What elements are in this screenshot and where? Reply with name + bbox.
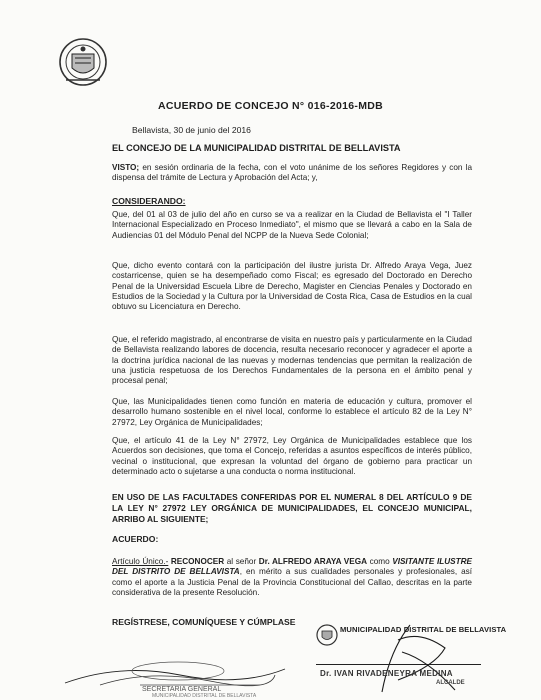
considerando-paragraph-5: Que, el artículo 41 de la Ley N° 27972, Ley Orgánica de Municipalidades establece que los Acuerdos son decisiones, que toma el Concejo, referidas a asuntos específicos de interés público, vecinal o institucional, que expresan la voluntad del órgano de gobierno para practicar un determinado acto o sujetarse a una conducta o norma institucional.	[112, 436, 472, 476]
article-label: Artículo Único.-	[112, 557, 169, 566]
article-paragraph	[112, 557, 472, 598]
considerando-paragraph-1: Que, del 01 al 03 de julio del año en curso se va a realizar en la Ciudad de Bellavista el "I Taller Internacional Especializado en Proceso Inmediato", el mismo que se llevará a cabo en la Sala de Audiencias 01 del Módulo Penal del NCPP de la Nueva Sede Colonial;	[112, 210, 472, 240]
closing-formula: REGÍSTRESE, COMUNÍQUESE Y CÚMPLASE	[112, 617, 296, 627]
mayor-stamp-text: MUNICIPALIDAD DISTRITAL DE BELLAVISTA	[340, 625, 507, 634]
visto-label: VISTO;	[112, 163, 140, 172]
visto-paragraph	[112, 163, 472, 184]
municipal-seal-icon	[58, 36, 108, 90]
mayor-signature-icon	[350, 620, 470, 700]
mayor-role: ALCALDE	[436, 680, 465, 686]
secretary-title: SECRETARIA GENERAL	[142, 686, 222, 693]
document-date: Bellavista, 30 de junio del 2016	[132, 125, 251, 135]
visto-text: en sesión ordinaria de la fecha, con el voto unánime de los señores Regidores y con la dispensa del trámite de Lectura y Aprobación del Acta; y,	[112, 163, 472, 183]
mayor-name: Dr. IVAN RIVADENEYRA MEDINA	[320, 669, 453, 678]
mayor-signature-line	[316, 664, 481, 665]
secretary-institution: MUNICIPALIDAD DISTRITAL DE BELLAVISTA	[152, 693, 257, 699]
document-title: ACUERDO DE CONCEJO N° 016-2016-MDB	[157, 100, 384, 112]
article-verb: RECONOCER	[168, 557, 225, 566]
considerando-paragraph-2: Que, dicho evento contará con la participación del ilustre jurista Dr. Alfredo Araya Vega, Juez costarricense, quien se ha desempeñado como Fiscal; es egresado del Doctorado en Derecho Penal de la Universidad Escuela Libre de Derecho, Magister en Ciencias Penales y Doctorado en Estudios de la Sociedad y la Cultura por la Universidad de Costa Rica, Casa de Estudios en la cual obtuvo su Licenciatura en Derecho.	[112, 261, 472, 312]
facultades-paragraph: EN USO DE LAS FACULTADES CONFERIDAS POR EL NUMERAL 8 DEL ARTÍCULO 9 DE LA LEY N° 27972 LEY ORGÁNICA DE MUNICIPALIDADES, EL CONCEJO MUNICIPAL, ARRIBO AL SIGUIENTE;	[112, 492, 472, 524]
council-heading: EL CONCEJO DE LA MUNICIPALIDAD DISTRITAL DE BELLAVISTA	[112, 143, 401, 153]
considerando-paragraph-3: Que, el referido magistrado, al encontrarse de visita en nuestro país y particularmente en la Ciudad de Bellavista realizando labores de docencia, resulta necesario reconocer y agradecer el aporte a la doctrina jurídica nacional de las nuevas y modernas tendencias que permitan la realización de una justicia respetuosa de los Derechos Fundamentales de la persona en el ámbito penal y procesal penal;	[112, 335, 472, 386]
article-text-1: al señor	[224, 557, 259, 566]
distinction-title: VISITANTE ILUSTRE DEL DISTRITO DE BELLAVISTA	[112, 557, 473, 577]
considerando-heading: CONSIDERANDO:	[112, 196, 186, 206]
acuerdo-heading: ACUERDO:	[112, 534, 159, 544]
honoree-name: Dr. ALFREDO ARAYA VEGA	[258, 557, 367, 566]
article-text-2: como	[367, 557, 393, 566]
considerando-paragraph-4: Que, las Municipalidades tienen como función en materia de educación y cultura, promover el desarrollo humano sostenible en el nivel local, conforme lo establece el artículo 82 de la Ley N° 27972, Ley Orgánica de Municipalidades;	[112, 397, 472, 427]
article-text-3: , en mérito a sus cualidades personales y profesionales, así como el aporte a la Justicia Penal de la Provincia Constitucional del Callao, descritas en la parte considerativa de la presente Resolución.	[112, 567, 472, 597]
stamp-seal-icon	[315, 622, 339, 648]
